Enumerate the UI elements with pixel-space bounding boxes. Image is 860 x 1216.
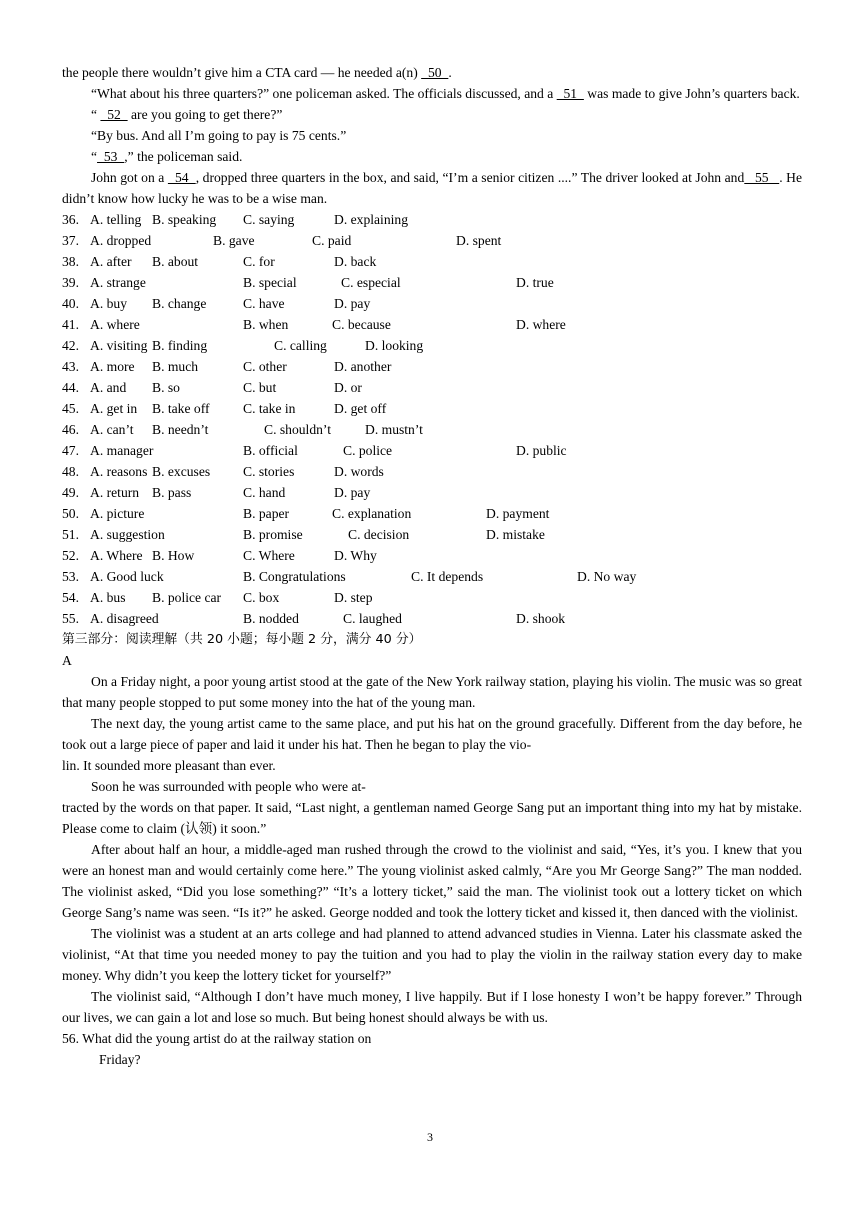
option-c: C. stories [243,464,295,479]
option-row-40 [62,293,802,314]
option-d: D. spent [456,233,502,248]
option-row-37 [62,230,802,251]
option-d: D. No way [577,569,637,584]
question-number: 54. [62,590,79,605]
option-row-44 [62,377,802,398]
option-b: B. How [152,548,195,563]
reading-paragraph: After about half an hour, a middle-aged man rushed through the crowd to the violinist and said, “Yes, it’s you. I knew that you were an honest man and would certainly come here.” The young violinist asked calmly, “Are you Mr George Sang?” The man nodded. The violinist asked, “Did you lose something?” “It’s a lottery ticket,” said the man. The violinist took out a lottery ticket on which George Sang’s name was seen. “Is it?” he asked. George nodded and took the lottery ticket and kissed it, then danced with the violinist. [62,842,802,920]
option-a: A. dropped [90,233,152,248]
question-number: 55. [62,611,79,626]
option-c: C. hand [243,485,286,500]
option-c: C. box [243,590,280,605]
option-c: C. Where [243,548,295,563]
question-number: 41. [62,317,79,332]
option-d: D. public [516,443,567,458]
option-a: A. strange [90,275,146,290]
blank-50: 50 [421,65,449,80]
question-number: 50. [62,506,79,521]
option-c: C. explanation [332,506,412,521]
blank-53: 53 [97,149,125,164]
question-number: 46. [62,422,79,437]
option-a: A. suggestion [90,527,165,542]
option-a: A. return [90,485,140,500]
reading-paragraph: The next day, the young artist came to the same place, and put his hat on the ground gracefully. Different from the day before, he took out a large piece of paper and laid it under his hat. Then he began to play the vio- [62,716,802,752]
option-a: A. Good luck [90,569,164,584]
option-b: B. when [243,317,289,332]
option-a: A. disagreed [90,611,159,626]
option-b: B. finding [152,338,208,353]
option-a: A. can’t [90,422,134,437]
option-row-45 [62,398,802,419]
blank-51: 51 [556,86,584,101]
option-c: C. shouldn’t [264,422,331,437]
option-b: B. official [243,443,298,458]
option-d: D. step [334,590,373,605]
option-d: D. where [516,317,566,332]
option-d: D. pay [334,485,371,500]
question-number: 44. [62,380,79,395]
question-number: 49. [62,485,79,500]
option-b: B. promise [243,527,303,542]
question-number: 45. [62,401,79,416]
question-56-continued: Friday? [99,1052,141,1067]
blank-55: 55 [744,170,780,185]
option-c: C. other [243,359,287,374]
option-a: A. picture [90,506,145,521]
option-row-39 [62,272,802,293]
option-c: C. laughed [343,611,402,626]
option-d: D. mustn’t [365,422,423,437]
option-d: D. another [334,359,392,374]
option-a: A. after [90,254,132,269]
document-page [62,62,802,1070]
option-d: D. true [516,275,554,290]
option-a: A. bus [90,590,126,605]
option-row-43 [62,356,802,377]
option-row-49 [62,482,802,503]
option-b: B. about [152,254,199,269]
option-d: D. Why [334,548,377,563]
option-b: B. much [152,359,199,374]
passage-line: John got on a 54 , dropped three quarters in the box, and said, “I’m a senior citizen ....” The driver looked at John and 55 . He didn’t know how lucky he was to be a wise man. [62,170,803,206]
passage-line: “By bus. And all I’m going to pay is 75 cents.” [91,128,347,143]
question-number: 48. [62,464,79,479]
option-b: B. paper [243,506,290,521]
option-row-51 [62,524,802,545]
reading-paragraph: Soon he was surrounded with people who were at- [91,779,366,794]
option-b: B. excuses [152,464,211,479]
passage-line: “ 53 ,” the policeman said. [91,149,243,164]
option-a: A. get in [90,401,138,416]
reading-paragraph: tracted by the words on that paper. It said, “Last night, a gentleman named George Sang put an important thing into my hat by mistake. Please come to claim (认领) it soon.” [62,800,802,836]
option-row-42 [62,335,802,356]
option-b: B. Congratulations [243,569,346,584]
question-number: 47. [62,443,79,458]
option-c: C. calling [274,338,327,353]
option-b: B. special [243,275,297,290]
passage-label: A [62,653,72,668]
option-c: C. saying [243,212,295,227]
question-number: 39. [62,275,79,290]
option-row-38 [62,251,802,272]
option-b: B. needn’t [152,422,209,437]
passage-line: the people there wouldn’t give him a CTA card — he needed a(n) 50 . [62,65,452,80]
question-number: 43. [62,359,79,374]
option-row-50 [62,503,802,524]
section-heading: 第三部分：阅读理解（共 20 小题；每小题 2 分，满分 40 分） [62,632,422,647]
blank-54: 54 [167,170,196,185]
option-c: C. It depends [411,569,484,584]
question-number: 42. [62,338,79,353]
cloze-options [62,209,802,629]
option-c: C. have [243,296,285,311]
passage-line: “ 52 are you going to get there?” [91,107,283,122]
option-a: A. where [90,317,140,332]
option-b: B. change [152,296,207,311]
option-b: B. nodded [243,611,299,626]
option-d: D. words [334,464,384,479]
question-number: 36. [62,212,79,227]
option-row-48 [62,461,802,482]
option-a: A. buy [90,296,128,311]
question-number: 53. [62,569,79,584]
option-c: C. police [343,443,393,458]
blank-52: 52 [100,107,128,122]
option-a: A. manager [90,443,154,458]
option-d: D. payment [486,506,550,521]
question-number: 52. [62,548,79,563]
option-c: C. especial [341,275,401,290]
option-c: C. decision [348,527,410,542]
question-number: 40. [62,296,79,311]
option-c: C. take in [243,401,296,416]
question-number: 51. [62,527,79,542]
page-number: 3 [427,1130,433,1144]
question-56: 56. What did the young artist do at the railway station on [62,1031,372,1046]
option-c: C. paid [312,233,352,248]
reading-paragraph: On a Friday night, a poor young artist stood at the gate of the New York railway station, playing his violin. The music was so great that many people stopped to put some money into the hat of the young man. [62,674,802,710]
option-d: D. pay [334,296,371,311]
question-number: 37. [62,233,79,248]
option-d: D. explaining [334,212,408,227]
option-a: A. more [90,359,135,374]
option-a: A. Where [90,548,143,563]
option-a: A. visiting [90,338,148,353]
option-row-36 [62,209,802,230]
option-a: A. reasons [90,464,148,479]
option-b: B. speaking [152,212,217,227]
option-a: A. telling [90,212,142,227]
option-b: B. take off [152,401,210,416]
option-d: D. back [334,254,377,269]
option-row-47 [62,440,802,461]
option-row-55 [62,608,802,629]
option-c: C. but [243,380,277,395]
option-b: B. gave [213,233,255,248]
option-c: C. because [332,317,391,332]
option-b: B. police car [152,590,222,605]
passage-line: “What about his three quarters?” one policeman asked. The officials discussed, and a 51 was made to give John’s quarters back. [91,86,800,101]
option-b: B. so [152,380,180,395]
option-d: D. shook [516,611,566,626]
option-d: D. or [334,380,362,395]
option-row-41 [62,314,802,335]
option-d: D. looking [365,338,424,353]
question-number: 38. [62,254,79,269]
option-d: D. get off [334,401,387,416]
option-d: D. mistake [486,527,545,542]
option-b: B. pass [152,485,192,500]
option-a: A. and [90,380,127,395]
option-c: C. for [243,254,275,269]
reading-paragraph: The violinist said, “Although I don’t have much money, I live happily. But if I lose honesty I won’t be happy forever.” Through our lives, we can gain a lot and lose so much. But being honest should always be with us. [62,989,802,1025]
reading-paragraph: lin. It sounded more pleasant than ever. [62,758,276,773]
option-row-52 [62,545,802,566]
option-row-54 [62,587,802,608]
option-row-53 [62,566,802,587]
reading-paragraph: The violinist was a student at an arts college and had planned to attend advanced studies in Vienna. Later his classmate asked the violinist, “At that time you needed money to pay the tuition and you had to play the violin in the railway station every day to make money. Why didn’t you keep the lottery ticket for yourself?” [62,926,802,983]
option-row-46 [62,419,802,440]
